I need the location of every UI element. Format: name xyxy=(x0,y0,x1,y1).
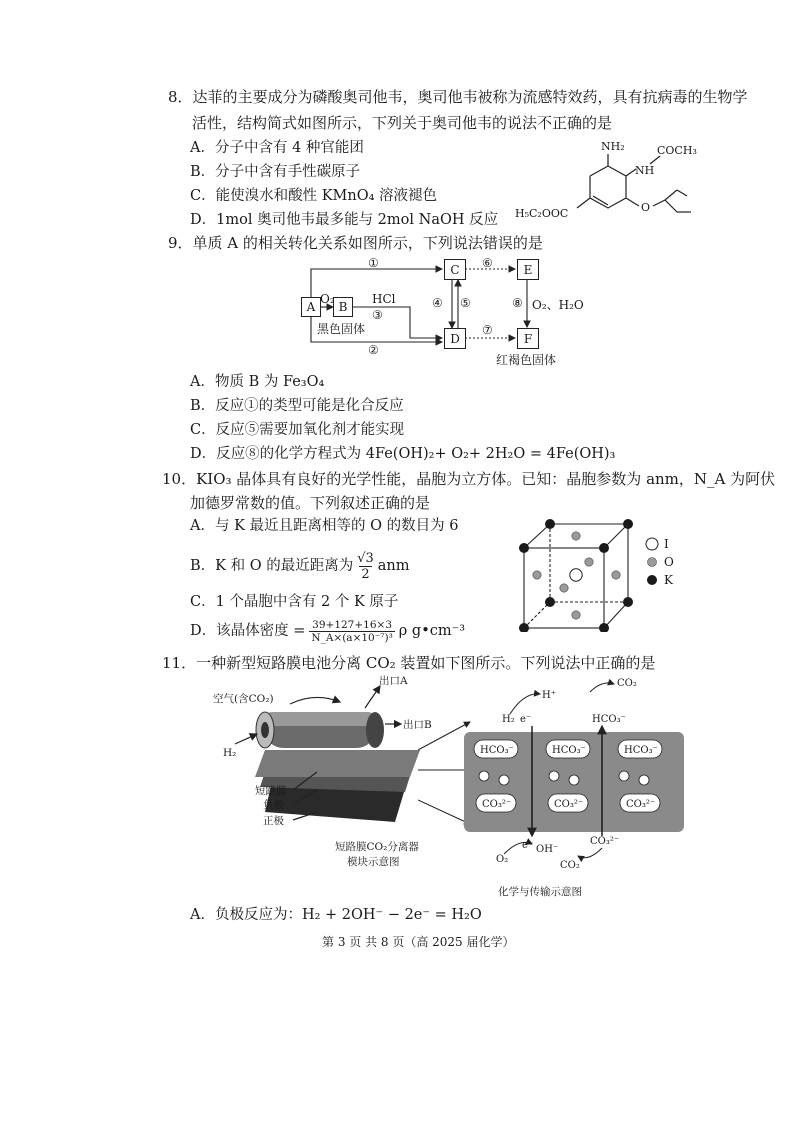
label-positive: 正极 xyxy=(263,815,284,827)
label-hplus: H⁺ xyxy=(542,690,556,701)
q8-option-c: C．能使溴水和酸性 KMnO₄ 溶液褪色 xyxy=(190,188,438,204)
label-module-line1: 短路膜CO₂分离器 xyxy=(335,841,419,853)
tube xyxy=(256,712,384,748)
legend-i-label: I xyxy=(664,537,669,551)
q10-option-d-pre: D．该晶体密度 = xyxy=(190,623,306,639)
label-module-line2: 模块示意图 xyxy=(347,856,400,868)
q10-option-a: A．与 K 最近且距离相等的 O 的数目为 6 xyxy=(190,518,459,534)
flow-node-c: C xyxy=(444,259,466,280)
q8-option-b: B．分子中含有手性碳原子 xyxy=(190,164,361,180)
i-atom xyxy=(570,569,582,581)
q9-option-b: B．反应①的类型可能是化合反应 xyxy=(190,398,404,414)
label-co2-bottom: CO₂ xyxy=(560,860,580,871)
flow-node-e: E xyxy=(517,259,539,280)
q9-stem: 9．单质 A 的相关转化关系如图所示，下列说法错误的是 xyxy=(168,234,543,252)
q9-option-d: D．反应⑧的化学方程式为 4Fe(OH)₂+ O₂+ 2H₂O = 4Fe(OH)₃ xyxy=(190,446,616,462)
mol-ester: H₅C₂OOC xyxy=(515,207,569,220)
q8-option-a: A．分子中含有 4 种官能团 xyxy=(190,140,364,156)
flow-label-o2: O₂ xyxy=(320,292,335,306)
co3-pill-3: CO₃²⁻ xyxy=(626,799,656,810)
q9-flowchart xyxy=(290,256,610,366)
q11-option-a: A．负极反应为：H₂ + 2OH⁻ − 2e⁻ = H₂O xyxy=(190,907,482,923)
co3-pill-2: CO₃²⁻ xyxy=(554,799,584,810)
flow-label-r8: ⑧ xyxy=(512,296,523,310)
flow-label-r2: ② xyxy=(368,343,379,357)
flow-node-a: A xyxy=(301,297,321,317)
q8-stem-line1: 8．达菲的主要成分为磷酸奥司他韦，奥司他韦被称为流感特效药，具有抗病毒的生物学 xyxy=(168,88,748,106)
q10-option-b-fraction xyxy=(357,551,374,582)
q10-option-d-fraction xyxy=(309,619,394,644)
q8-stem-line2: 活性，结构简式如图所示，下列关于奥司他韦的说法不正确的是 xyxy=(192,114,613,132)
label-h2-left: H₂ xyxy=(223,747,237,759)
oseltamivir-structure xyxy=(505,136,715,228)
q10-stem-line2: 加德罗常数的值。下列叙述正确的是 xyxy=(190,494,431,512)
flow-node-d: D xyxy=(444,328,466,349)
q10-option-b xyxy=(190,546,410,586)
q10-option-b-pre: B．K 和 O 的最近距离为 xyxy=(190,558,354,574)
flow-note-b: 黑色固体 xyxy=(317,322,366,336)
legend-k-label: K xyxy=(664,573,673,587)
hco3-pill-2: HCO₃⁻ xyxy=(552,745,586,756)
flow-label-r5: ⑤ xyxy=(460,296,471,310)
co3-pill-1: CO₃²⁻ xyxy=(482,799,512,810)
label-co2-top: CO₂ xyxy=(617,678,637,689)
label-co3-bottom: CO₃²⁻ xyxy=(590,836,620,847)
q10-option-b-post: anm xyxy=(377,558,410,574)
q10-option-d-den: N_A×(a×10⁻⁷)³ xyxy=(311,631,393,644)
q10-stem-line1: 10．KIO₃ 晶体具有良好的光学性能，晶胞为立方体。已知：晶胞参数为 anm，N_A 为阿伏 xyxy=(162,470,776,488)
label-outlet-b: 出口B xyxy=(403,719,432,731)
flow-label-r7: ⑦ xyxy=(482,323,493,337)
q9-option-a: A．物质 B 为 Fe₃O₄ xyxy=(190,374,325,390)
q10-option-c: C．1 个晶胞中含有 2 个 K 原子 xyxy=(190,594,399,610)
q9-option-c: C．反应⑤需要加氧化剂才能实现 xyxy=(190,422,405,438)
label-negative: 负极 xyxy=(263,799,284,811)
transport-caption: 化学与传输示意图 xyxy=(498,886,582,898)
flow-note-f: 红褐色固体 xyxy=(496,353,557,367)
q11-stem: 11．一种新型短路膜电池分离 CO₂ 装置如下图所示。下列说法中正确的是 xyxy=(162,654,656,672)
hco3-pill-3: HCO₃⁻ xyxy=(624,745,658,756)
legend-o-icon xyxy=(648,558,657,567)
flow-label-r8-reagent: O₂、H₂O xyxy=(532,298,584,312)
q10-option-b-den: 2 xyxy=(361,566,370,582)
mol-coch3: COCH₃ xyxy=(657,144,697,157)
label-e-top: e⁻ xyxy=(520,714,532,725)
q8-option-d: D．1mol 奥司他韦最多能与 2mol NaOH 反应 xyxy=(190,212,499,228)
flow-label-hcl: HCl xyxy=(372,292,396,306)
q10-option-d-post: ρ g•cm⁻³ xyxy=(398,623,466,639)
q10-option-d xyxy=(190,616,465,646)
label-h2-right: H₂ xyxy=(502,714,515,725)
flow-node-f: F xyxy=(517,328,539,349)
label-outlet-a: 出口A xyxy=(379,675,408,687)
mol-nh2: NH₂ xyxy=(601,140,625,153)
label-air: 空气(含CO₂) xyxy=(213,693,274,705)
label-membrane: 短路膜 xyxy=(255,785,287,797)
hco3-pill-1: HCO₃⁻ xyxy=(480,745,514,756)
flow-node-b: B xyxy=(333,297,353,317)
legend-i-icon xyxy=(646,538,658,550)
flow-label-r6: ⑥ xyxy=(482,256,493,270)
flow-label-r3: ③ xyxy=(372,308,383,322)
flow-label-r4: ④ xyxy=(432,296,443,310)
q10-option-d-num: 39+127+16×3 xyxy=(312,618,392,631)
q10-option-b-num: √3 xyxy=(357,550,374,566)
label-e-bottom: e⁻ xyxy=(522,840,534,851)
flow-label-r1: ① xyxy=(368,256,379,270)
mol-o: O xyxy=(641,201,651,214)
label-oh: OH⁻ xyxy=(536,844,559,855)
transport-diagram xyxy=(462,672,687,872)
kio3-unit-cell xyxy=(510,514,690,632)
label-o2: O₂ xyxy=(496,854,509,865)
legend-o-label: O xyxy=(664,555,674,569)
page-footer: 第 3 页 共 8 页（高 2025 届化学） xyxy=(322,935,515,949)
label-hco3-top: HCO₃⁻ xyxy=(592,714,626,725)
mol-nh: NH xyxy=(635,164,655,177)
legend-k-icon xyxy=(647,575,657,585)
